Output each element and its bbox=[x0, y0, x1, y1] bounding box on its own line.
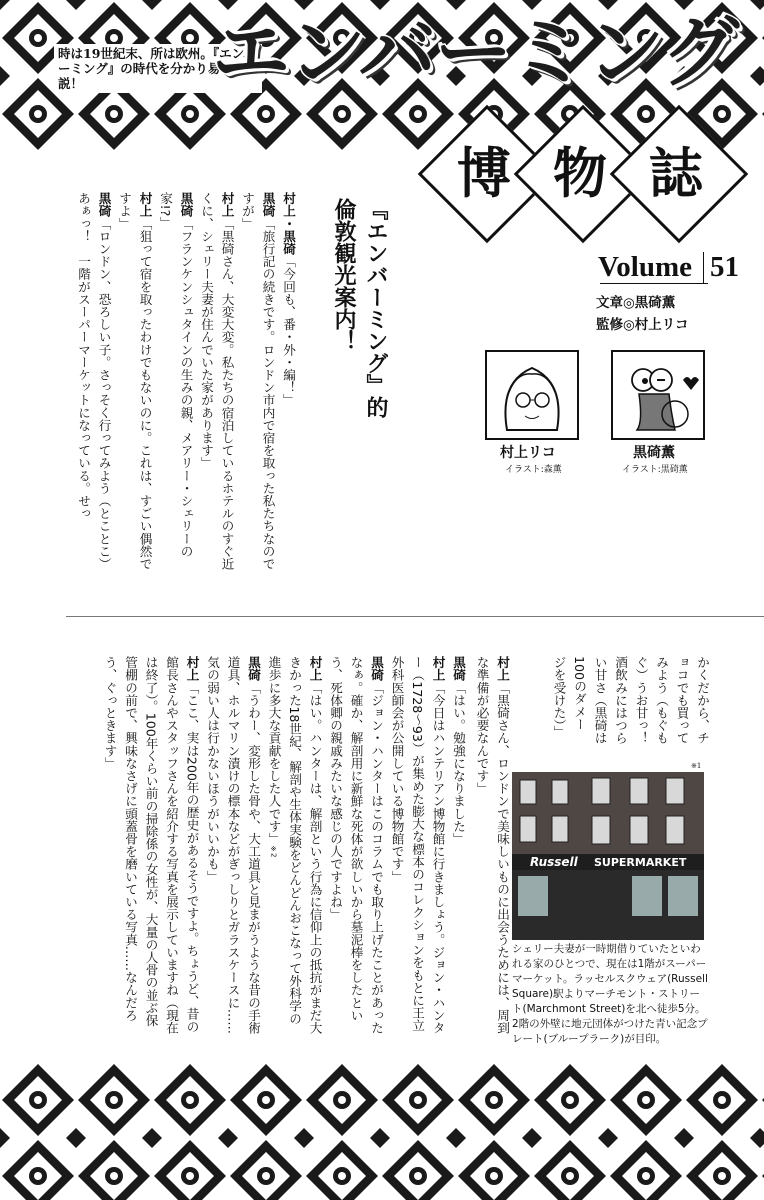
dialogue-line: 村上「黒碕さん、大変大変。私たちの宿泊しているホテルのすぐ近くに、シェリー夫妻が住んでいた家があります」 bbox=[199, 192, 235, 571]
dialogue-line: 黒碕「フランケンシュタインの生みの親、メアリー・シェリーの家!?」 bbox=[158, 192, 194, 558]
avatar-name: 黒碕薫 bbox=[633, 445, 675, 461]
section-divider bbox=[66, 616, 764, 617]
continuation-line: い甘さ（黒碕は bbox=[592, 656, 608, 745]
dialogue-line-murakami: 村上「黒碕さん、ロンドンで美味しいものに出会うためには、周到な準備が必要なんです」 bbox=[474, 656, 510, 1035]
continuation-line: 酒飲みにはつら bbox=[613, 656, 628, 745]
museum-char: 誌 bbox=[649, 141, 703, 205]
dialogue-line: 村上・黒碕「今回も、番・外・編！」 bbox=[281, 192, 296, 407]
dialogue-line: 黒碕「はい。勉強になりました」 bbox=[451, 656, 466, 846]
dialogue-block-top bbox=[64, 192, 298, 582]
continuation-line: ョコでも買って bbox=[674, 656, 690, 745]
supermarket-photo bbox=[512, 772, 704, 940]
dialogue-block-bottom bbox=[84, 656, 468, 1036]
continuation-line: みよう（もぐも bbox=[654, 656, 669, 745]
dialogue-line: 村上「はい。ハンターは、解剖という行為に信仰上の抵抗がまだ大きかった18世紀、解剖や生体実験をどんどんおこなって外科学の進歩に多大な貢献をした人です」※2 bbox=[266, 656, 323, 1035]
footnote-marker: ※1 bbox=[691, 762, 702, 770]
dialogue-line: 村上「今日はハンテリアン博物館に行きましょう。ジョン・ハンター（1728〜93）が集めた膨大な標本のコレクションをもとに王立外科医師会が公開している博物館です」 bbox=[389, 656, 446, 1035]
continuation-line: ジを受けた）」 bbox=[551, 656, 567, 738]
avatar-caption: イラスト:黒碕薫 bbox=[622, 465, 688, 475]
bottom-ornament-pattern bbox=[0, 1062, 764, 1200]
photo-caption: シェリー夫妻が一時期借りていたといわれる家のひとつで、現在は1階がスーパーマーケット。ラッセルスクウェア(Russell Square)駅よりマーチモント・ストリート(Marchmont Street)を北へ徒歩5分。2階の外壁に地元団体がつけた青い記念プレート(ブループラーク)が目印。 bbox=[512, 943, 708, 1045]
article-title-line2: 倫敦観光案内！ bbox=[331, 198, 356, 352]
avatar-caption: イラスト:森薫 bbox=[505, 465, 562, 475]
shop-sign: Russell SUPERMARKET bbox=[530, 855, 687, 869]
intro-note: 時は19世紀末、所は欧州。『エンバーミング』の時代を分かり易く解説！ bbox=[54, 44, 262, 93]
avatar-name: 村上リコ bbox=[500, 445, 556, 461]
continuation-line: かくだから、チ bbox=[695, 656, 710, 745]
museum-char: 物 bbox=[553, 141, 607, 205]
museum-char: 博 bbox=[457, 141, 511, 205]
volume-number: 51 bbox=[710, 251, 739, 283]
dialogue-line: 黒碕「うわー、変形した骨や、大工道具と見まがうような昔の手術道具、ホルマリン漬けの標本などがぎっしりとガラスケースに……気の弱い人は行かないほうがいいかも」 bbox=[205, 656, 261, 1035]
volume-label: Volume bbox=[598, 251, 692, 283]
continuation-column bbox=[536, 656, 712, 768]
dialogue-line: 黒碕「ロンドン、恐ろしい子。さっそく行ってみよう（とことこ）あぁっ！ 一階がスーパーマーケットになっている。せっ bbox=[76, 192, 112, 571]
volume-divider bbox=[703, 252, 704, 284]
continuation-line: ぐ）うお甘っ！ bbox=[633, 656, 649, 745]
dialogue-line: 村上「ここ、実は200年の歴史があるそうですよ。ちょうど、昔の館長さんやスタッフさんを紹介する写真を展示していますね（現在は終了）。100年くらい前の掃除係の女性が、大量の人骨の並ぶ保管棚の前で、興味なさげに頭蓋骨を磨いている写真……なんだろう、ぐっときます」 bbox=[102, 656, 200, 1034]
continuation-line: 100のダメー bbox=[572, 656, 587, 731]
article-title-line1: 『エンバーミング』的 bbox=[363, 198, 388, 418]
series-title: エンバーミング bbox=[212, 8, 737, 98]
supervision-credit: 監修◎村上リコ bbox=[596, 317, 689, 333]
dialogue-line: 黒碕「旅行記の続きです。ロンドン市内で宿を取った私たちなのですが」 bbox=[240, 192, 276, 571]
volume-underline bbox=[600, 283, 708, 284]
avatar bbox=[611, 350, 705, 440]
snail-character-icon bbox=[613, 352, 703, 438]
text-credit: 文章◎黒碕薫 bbox=[596, 295, 676, 311]
woman-with-glasses-icon bbox=[487, 352, 577, 438]
dialogue-line: 黒碕「ジョン・ハンターはこのコラムでも取り上げたことがあったなぁ。確か、解剖用に新鮮な死体が欲しいから墓泥棒をしたという、死体卿の親戚みたいな感じの人ですよね」 bbox=[328, 656, 384, 1035]
avatar bbox=[485, 350, 579, 440]
dialogue-line: 村上「狙って宿を取ったわけでもないのに。これは、すごい偶然ですよ」 bbox=[117, 192, 153, 571]
